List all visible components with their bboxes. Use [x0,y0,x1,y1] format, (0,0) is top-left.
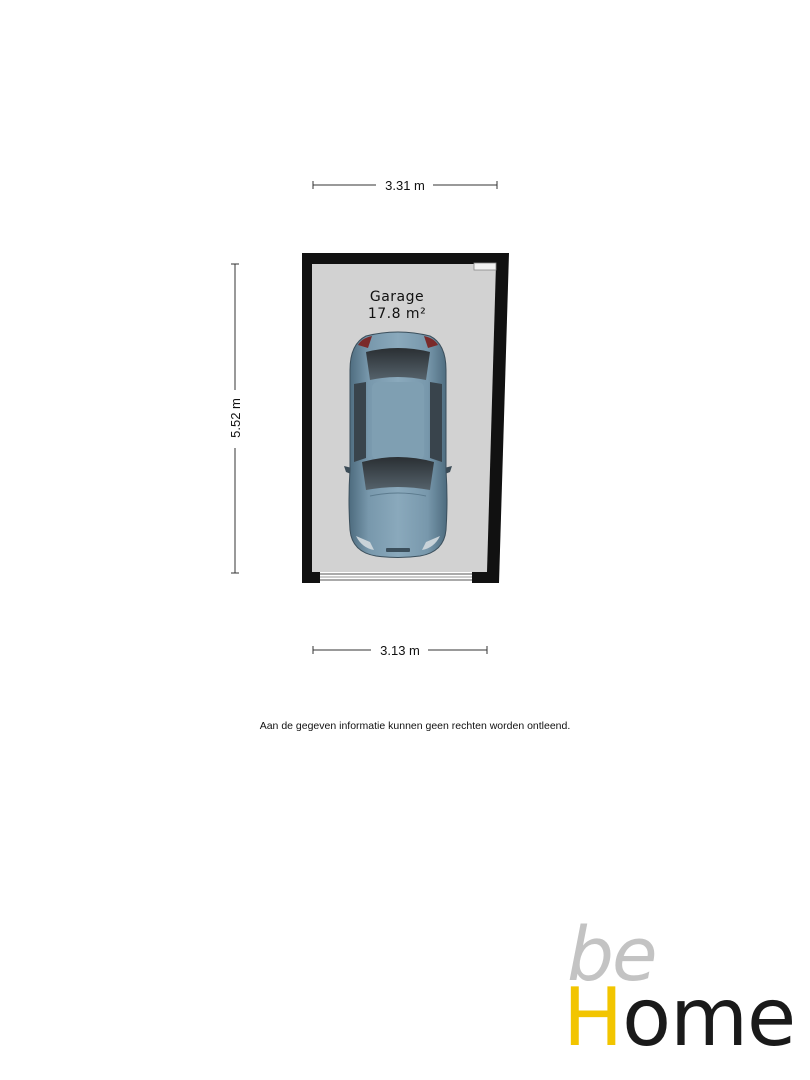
dimension-bottom [313,643,487,658]
logo-wordmark [563,971,796,1064]
behome-logo [563,912,798,1064]
dimension-bottom-label: 3.13 m [380,643,420,658]
dimension-top [313,178,497,193]
room-area: 17.8 m² [367,306,427,322]
dimension-left [228,264,243,573]
logo-rest: ome [622,971,796,1064]
garage-door [320,572,472,584]
wall-fixture [474,263,496,270]
room-name: Garage [369,289,425,305]
dimension-top-label: 3.31 m [385,178,425,193]
car-icon [344,332,452,558]
logo-first-letter: H [563,971,623,1064]
logo-prefix: be [567,912,656,998]
disclaimer-text: Aan de gegeven informatie kunnen geen rechten worden ontleend. [259,720,571,732]
dimension-left-label: 5.52 m [228,398,243,438]
